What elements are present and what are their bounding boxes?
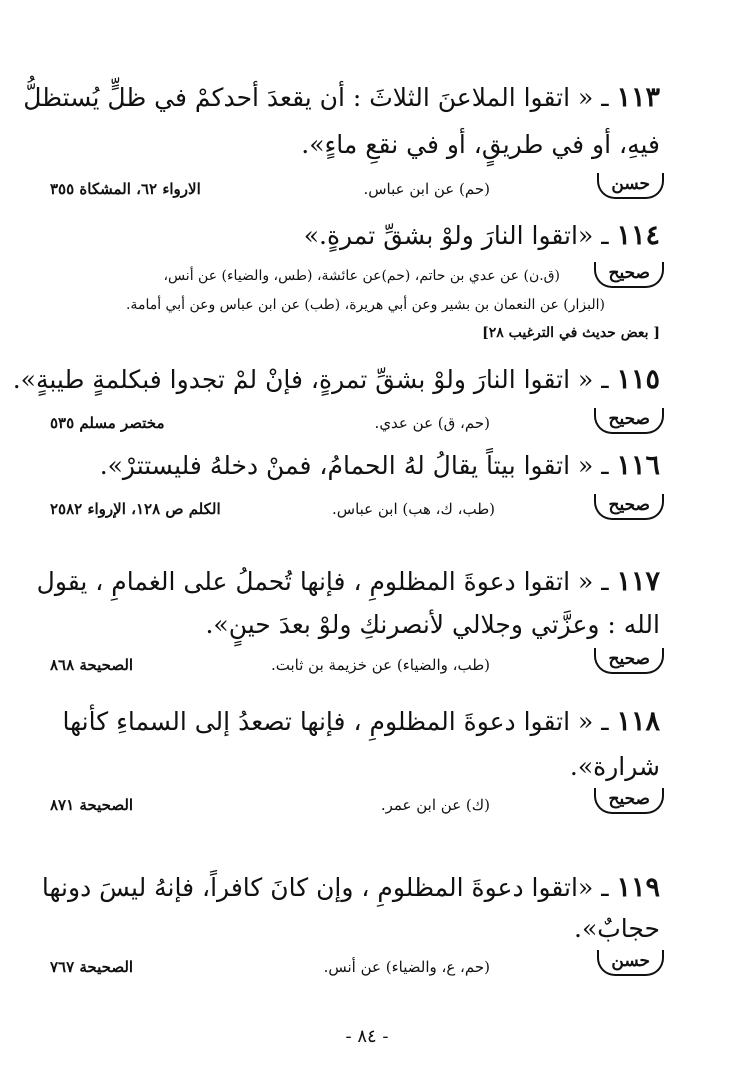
source-citation: (حم، ع، والضياء) عن أنس.	[323, 958, 490, 976]
grade-badge: صحيح	[594, 494, 664, 520]
reference: [ بعض حديث في الترغيب ٢٨]	[482, 325, 660, 341]
hadith-116	[50, 452, 660, 532]
grade-badge: صحيح	[594, 262, 664, 288]
hadith-text: « اتقوا الملاعنَ الثلاثَ : أن يقعدَ أحدكمْ في ظلٍّ يُستظلُّ	[23, 83, 594, 112]
hadith-text: «اتقوا دعوةَ المظلومِ ، وإن كانَ كافراً، فإنهُ ليسَ دونها	[41, 873, 594, 902]
source-citation: (ك) عن ابن عمر.	[380, 796, 490, 814]
hadith-number: ١١٥	[616, 364, 660, 395]
hadith-number: ١١٨	[616, 706, 660, 737]
hadith-number: ١١٤	[616, 220, 660, 251]
source-citation: (حم) عن ابن عباس.	[363, 180, 490, 198]
grade-badge: حسن	[597, 173, 664, 199]
page-number: - ٨٤ -	[345, 1026, 389, 1047]
reference: الارواء ٦٢، المشكاة ٣٥٥	[50, 180, 201, 198]
source-citation: (طب، والضياء) عن خزيمة بن ثابت.	[270, 656, 490, 674]
hadith-119	[41, 872, 660, 994]
hadith-text: الله : وعزَّتي وجلالي لأنصرنكِ ولوْ بعدَ حينٍ».	[205, 610, 660, 639]
hadith-line: ١١٨ ـ « اتقوا دعوةَ المظلومِ ، فإنها تصعدُ إلى السماءِ كأنها	[62, 706, 660, 737]
source-citation: (البزار) عن النعمان بن بشير وعن أبي هريرة، (طب) عن ابن عباس وعن أبي أمامة.	[125, 297, 605, 313]
hadith-text: « اتقوا بيتاً يقالُ لهُ الحمامُ، فمنْ دخلهُ فليستترْ».	[99, 451, 594, 480]
reference: الصحيحة ٧٦٧	[50, 958, 134, 976]
hadith-115	[12, 364, 660, 446]
hadith-line: ١١٦ ـ « اتقوا بيتاً يقالُ لهُ الحمامُ، فمنْ دخلهُ فليستترْ».	[99, 450, 660, 481]
grade-badge: صحيح	[594, 408, 664, 434]
reference: الصحيحة ٨٦٨	[50, 656, 134, 674]
hadith-text: حجابٌ».	[574, 914, 660, 943]
hadith-line: ١١٥ ـ « اتقوا النارَ ولوْ بشقِّ تمرةٍ، فإنْ لمْ تجدوا فبكلمةٍ طيبةٍ».	[12, 364, 660, 395]
hadith-number: ١١٩	[616, 872, 660, 903]
hadith-text: فيهِ، أو في طريقٍ، أو في نقعِ ماءٍ».	[301, 130, 660, 159]
reference: الكلم ص ١٢٨، الإرواء ٢٥٨٢	[50, 500, 221, 518]
grade-badge: صحيح	[594, 648, 664, 674]
source-citation: (حم، ق) عن عدي.	[374, 414, 490, 432]
source-citation: (ق.ن) عن عدي بن حاتم، (حم)عن عائشة، (طس، والضياء) عن أنس،	[163, 268, 560, 284]
hadith-text: « اتقوا دعوةَ المظلومِ ، فإنها تصعدُ إلى السماءِ كأنها	[62, 707, 594, 736]
hadith-line: ١١٩ ـ «اتقوا دعوةَ المظلومِ ، وإن كانَ كافراً، فإنهُ ليسَ دونها	[41, 872, 660, 903]
hadith-number: ١١٣	[616, 82, 660, 113]
hadith-114	[50, 222, 660, 352]
hadith-number: ١١٧	[616, 566, 660, 597]
hadith-118	[50, 708, 660, 828]
hadith-line: ١١٧ ـ « اتقوا دعوةَ المظلومِ ، فإنها تُحملُ على الغمامِ ، يقول	[36, 566, 660, 597]
grade-badge: صحيح	[594, 788, 664, 814]
hadith-113	[23, 78, 660, 208]
grade-badge: حسن	[597, 950, 664, 976]
hadith-line: ١١٣ ـ « اتقوا الملاعنَ الثلاثَ : أن يقعدَ أحدكمْ في ظلٍّ يُستظلُّ	[23, 82, 660, 113]
hadith-text: «اتقوا النارَ ولوْ بشقِّ تمرةٍ.»	[303, 221, 594, 250]
hadith-text: شرارة».	[569, 752, 660, 781]
reference: الصحيحة ٨٧١	[50, 796, 134, 814]
hadith-text: « اتقوا النارَ ولوْ بشقِّ تمرةٍ، فإنْ لمْ تجدوا فبكلمةٍ طيبةٍ».	[12, 365, 594, 394]
hadith-number: ١١٦	[616, 450, 660, 481]
hadith-line: ١١٤ ـ «اتقوا النارَ ولوْ بشقِّ تمرةٍ.»	[303, 220, 660, 251]
reference: مختصر مسلم ٥٣٥	[50, 414, 165, 432]
hadith-text: « اتقوا دعوةَ المظلومِ ، فإنها تُحملُ على الغمامِ ، يقول	[36, 567, 594, 596]
hadith-117	[36, 566, 660, 688]
source-citation: (طب، ك، هب) ابن عباس.	[331, 500, 495, 518]
